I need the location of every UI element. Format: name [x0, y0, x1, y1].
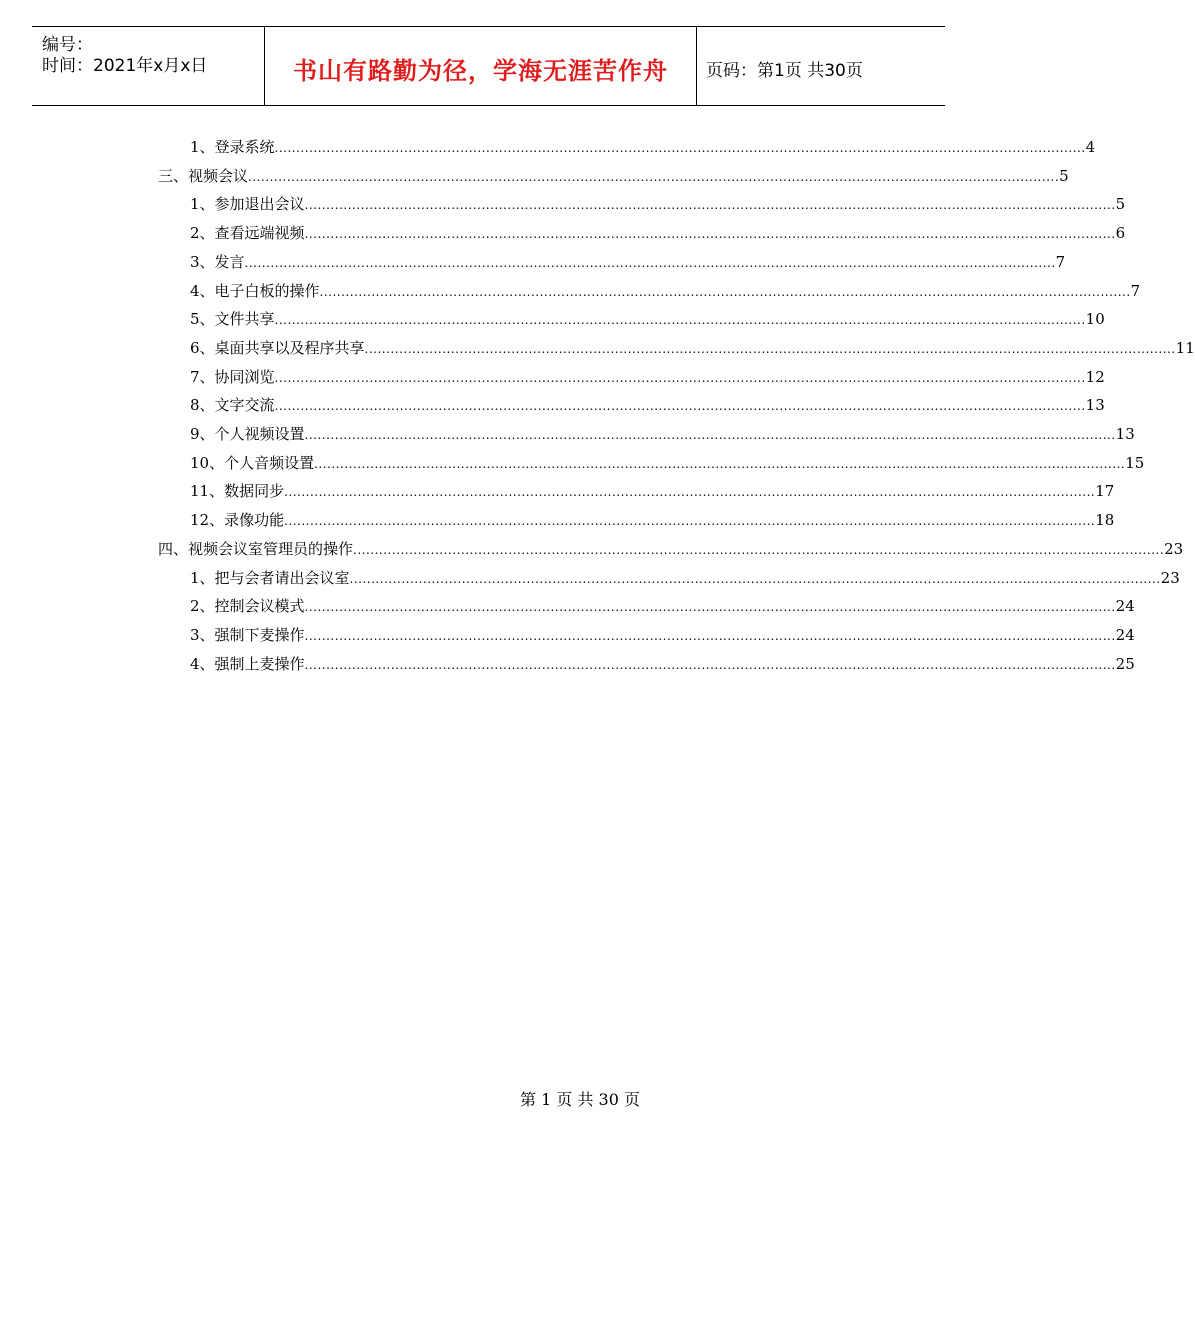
toc-entry-title: 三、视频会议	[158, 166, 249, 185]
toc-entry-title: 5、文件共享	[190, 310, 275, 329]
toc-entry[interactable]	[190, 251, 1066, 275]
toc-entry[interactable]	[190, 480, 1115, 504]
toc-entry[interactable]	[190, 193, 1126, 217]
toc-entry[interactable]	[190, 394, 1105, 418]
toc-dot-leader: ............................................................................................................................................................................................	[364, 341, 1176, 356]
toc-entry[interactable]	[158, 165, 1069, 189]
toc-entry-title: 4、强制上麦操作	[190, 654, 305, 673]
toc-dot-leader: ............................................................................................................................................................................................	[248, 169, 1060, 184]
toc-entry[interactable]	[190, 624, 1135, 648]
toc-entry-page: 15	[1125, 453, 1145, 472]
toc-dot-leader: ............................................................................................................................................................................................	[304, 628, 1116, 643]
toc-entry-page: 18	[1095, 511, 1115, 530]
toc-entry[interactable]	[190, 653, 1135, 677]
document-number-label: 编号：	[42, 35, 93, 55]
toc-entry-page: 7	[1130, 281, 1141, 300]
toc-entry-title: 7、协同浏览	[190, 367, 275, 386]
toc-entry-page: 25	[1115, 654, 1135, 673]
toc-entry[interactable]	[190, 136, 1096, 160]
toc-entry-title: 9、个人视频设置	[190, 425, 305, 443]
toc-dot-leader: ............................................................................................................................................................................................	[274, 370, 1086, 385]
toc-entry-title: 2、控制会议模式	[190, 597, 305, 616]
toc-entry[interactable]	[190, 366, 1105, 390]
toc-dot-leader: ............................................................................................................................................................................................	[284, 485, 1096, 500]
toc-entry-title: 6、桌面共享以及程序共享	[190, 338, 365, 357]
toc-entry-page: 10	[1085, 310, 1105, 329]
toc-dot-leader: ............................................................................................................................................................................................	[304, 198, 1116, 213]
header-motto: 书山有路勤为径，学海无涯苦作舟	[293, 57, 668, 85]
toc-entry-page: 24	[1115, 597, 1135, 616]
toc-entry-title: 4、电子白板的操作	[190, 281, 320, 300]
toc-dot-leader: ............................................................................................................................................................................................	[244, 255, 1056, 270]
toc-entry-title: 1、参加退出会议	[190, 195, 305, 214]
toc-entry[interactable]	[158, 538, 1184, 562]
toc-entry-title: 1、把与会者请出会议室	[190, 568, 350, 587]
toc-entry[interactable]	[190, 280, 1141, 304]
header-page-cell	[696, 27, 945, 105]
toc-entry[interactable]	[190, 509, 1115, 533]
toc-entry-page: 5	[1059, 166, 1069, 185]
toc-dot-leader: ............................................................................................................................................................................................	[304, 600, 1116, 615]
toc-entry[interactable]	[190, 222, 1126, 246]
toc-dot-leader: ............................................................................................................................................................................................	[314, 456, 1126, 471]
toc-dot-leader: ............................................................................................................................................................................................	[319, 284, 1131, 299]
toc-dot-leader: ............................................................................................................................................................................................	[304, 657, 1116, 672]
toc-entry-page: 13	[1085, 396, 1105, 415]
toc-dot-leader: ............................................................................................................................................................................................	[304, 227, 1116, 242]
toc-entry-page: 5	[1115, 195, 1126, 214]
toc-entry[interactable]	[190, 423, 1135, 447]
toc-entry-title: 2、查看远端视频	[190, 224, 305, 243]
document-header	[32, 26, 945, 106]
toc-entry-page: 24	[1115, 625, 1135, 644]
toc-dot-leader: ............................................................................................................................................................................................	[274, 313, 1086, 328]
toc-entry-page: 4	[1085, 138, 1096, 156]
header-meta-cell	[32, 27, 264, 105]
toc-entry-title: 3、发言	[190, 252, 245, 271]
toc-entry-page: 23	[1164, 539, 1184, 558]
header-motto-cell	[264, 27, 697, 105]
toc-dot-leader: ............................................................................................................................................................................................	[274, 399, 1086, 414]
toc-entry-title: 3、强制下麦操作	[190, 625, 305, 644]
toc-entry-title: 11、数据同步	[190, 482, 285, 501]
toc-entry-page: 23	[1160, 568, 1180, 587]
header-page-code: 页码：第1页 共30页	[706, 61, 863, 81]
document-date: 时间：2021年x月x日	[42, 56, 208, 76]
toc-entry[interactable]	[190, 308, 1105, 332]
toc-entry[interactable]	[190, 567, 1180, 591]
toc-dot-leader: ............................................................................................................................................................................................	[274, 141, 1086, 155]
toc-dot-leader: ............................................................................................................................................................................................	[304, 428, 1116, 442]
toc-entry-title: 10、个人音频设置	[190, 453, 315, 472]
toc-entry-title: 8、文字交流	[190, 396, 275, 415]
toc-entry-page: 12	[1085, 367, 1105, 386]
toc-entry-page: 13	[1115, 425, 1135, 443]
toc-entry-page: 11	[1175, 338, 1195, 357]
toc-dot-leader: ............................................................................................................................................................................................	[353, 542, 1165, 557]
toc-entry-page: 17	[1095, 482, 1115, 501]
toc-dot-leader: ............................................................................................................................................................................................	[284, 514, 1096, 529]
toc-entry[interactable]	[190, 337, 1195, 361]
toc-dot-leader: ............................................................................................................................................................................................	[349, 571, 1161, 586]
toc-entry-title: 四、视频会议室管理员的操作	[158, 539, 354, 558]
page-footer: 第 1 页 共 30 页	[520, 1090, 640, 1109]
toc-entry-page: 7	[1055, 252, 1066, 271]
toc-entry[interactable]	[190, 595, 1135, 619]
toc-entry[interactable]	[190, 452, 1145, 476]
toc-entry-page: 6	[1115, 224, 1126, 243]
toc-entry-title: 1、登录系统	[190, 138, 275, 156]
toc-entry-title: 12、录像功能	[190, 511, 285, 530]
